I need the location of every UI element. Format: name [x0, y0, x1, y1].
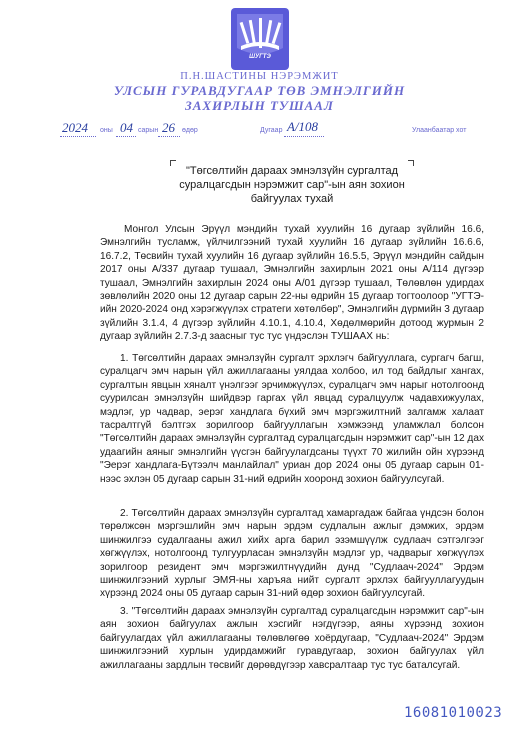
order-number: А/108 — [287, 119, 319, 134]
org-title: УЛСЫН ГУРАВДУГААР ТӨВ ЭМНЭЛГИЙН — [113, 83, 406, 98]
number-label: Дугаар — [260, 127, 283, 134]
organization-logo — [231, 8, 289, 70]
day-label: өдөр — [182, 127, 198, 134]
year-underline — [60, 136, 96, 137]
preamble-paragraph: Монгол Улсын Эрүүл мэндийн тухай хуулийн 16 дугаар зүйлийн 16.6, Эмнэлгийн тусламж, үйлчилгээний тухай хуулийн 16 дугаар зүйлийн 16.6.6, 16.7.2, Төсвийн тухай хуулийн 16 дугаар зүйлийн 16.5.5, Эрүүл мэндийн сайдын 2017 оны А/337 дугаар тушаал, Эмнэлгийн захирлын 2021 оны А/114 дүгээр тушаал, Эмнэлгийн захирлын 2024 оны А/01 дүгээр тушаал, Төлөвлөн удирдах зөвлөлийн 2020 оны 12 дугаар сарын 22-ны өдрийн 15 дугаар тогтоолоор "УГТЭ-ийн 2020-2024 онд хэрэгжүүлэх стратеги хөтөлбөр", Эмнэлгийн дүрмийн 3 дугаар зүйлийн 3.1.4, 4 дүгээр зүйлийн 4.10.1, 4.10.4, Хөдөлмөрийн дотоод журмын 2 дугаар зүйлийн 2.7.3-д заасныг тус тус үндэслэн ТУШААХ нь: — [100, 224, 484, 343]
date-day: 26 — [162, 120, 175, 135]
subject-title: "Төгсөлтийн дараах эмнэлзүйн сургалтад суралцагсдын нэрэмжит сар"-ын аян зохион байгуулах тухай — [179, 165, 405, 205]
document-number-stamp: 16081010023 — [404, 705, 503, 721]
number-underline — [284, 136, 324, 137]
year-label: оны — [100, 127, 113, 134]
order-item-3: 3. "Төгсөлтийн дараах эмнэлзүйн сургалтад суралцагсдын нэрэмжит сар"-ын аян зохион байгуулах ажлын хэсгийг нэгдүгээр, аяны хүрээнд зохион байгуулагдах үйл ажиллагааны төлөвлөгөө хоёрдугаар, "Судлаач-2024" Эрдэм шинжилгээний хурлын удирдамжийг гуравдугаар, зохион байгуулах үйл ажиллагааны зардлын төсвийг дөрөвдүгээр хавсралтаар тус тус баталсугай. — [100, 606, 484, 671]
order-item-1: 1. Төгсөлтийн дараах эмнэлзүйн сургалт эрхлэгч байгууллага, сургагч багш, суралцагч эмч нарын үйл ажиллагааны уялдаа холбоо, ил тод байдлыг хангах, сургалтын явцын хяналт үнэлгээг эрчимжүүлэх, суралцагч эмч нарыг нотолгоонд суурилсан эмнэлзүйн шийдвэр гаргах үйл явцад суралцуулж чадавхижуулах, мэдлэг, ур чадвар, эерэг хандлага бүхий эмч мэргэжилтний залгамж халаат тасралтгүй бэлтгэх зорилгоор байгууллагын хэмжээнд уламжлал болсон "Төгсөлтийн дараах эмнэлзүйн сургалтад суралцагсдын нэрэмжит сар"-ын 12 дах удаагийн аяныг эмнэлгийн үүсгэн байгуулагдсаны түүхт 70 жилийн ойн хүрээнд "Эерэг хандлага-Бүтээлч манлайлал" уриан дор 2024 оны 05 дугаар сарын 01-нээс эхлэн 05 дугаар сарын 31-ний өдрийн хооронд зохион байгуулсугай. — [100, 353, 484, 485]
logo-caption: ШУГТЭ — [249, 54, 271, 60]
subject-bracket-right — [408, 160, 414, 166]
month-underline — [116, 136, 136, 137]
city-label: Улаанбаатар хот — [412, 127, 467, 134]
subject-bracket-left — [170, 160, 176, 166]
date-year: 2024 — [62, 120, 88, 135]
day-underline — [158, 136, 180, 137]
document-type-title: ЗАХИРЛЫН ТУШААЛ — [185, 98, 334, 113]
date-month: 04 — [120, 120, 133, 135]
order-item-2: 2. Төгсөлтийн дараах эмнэлзүйн сургалтад хамаргадаж байгаа үндсэн болон төрөлжсөн мэргэшлийн эмч нарын эрдэм судлалын ажлыг дэмжих, эрдэм шинжилгээ судалгааны ажил хийх арга барил эзэмшүүлж судлаач сэтгэлгээг хөгжүүлэх, нотолгоонд тулгуурласан эмнэлзүйн мэдлэг ур, чадварыг хөгжүүлэх зорилгоор резидент эмч мэргэжилтнүүдийн дунд "Судлаач-2024" Эрдэм шинжилгээний хурлыг ЭМЯ-ны харъяа нийт сургалт эрхлэх байгууллагуудын хүрээнд 2024 оны 05 дугаар сарын 31-ний өдөр зохион байгуулсугай. — [100, 508, 484, 600]
month-label: сарын — [138, 127, 159, 134]
org-name: П.Н.ШАСТИНЫ НЭРЭМЖИТ — [180, 71, 339, 82]
